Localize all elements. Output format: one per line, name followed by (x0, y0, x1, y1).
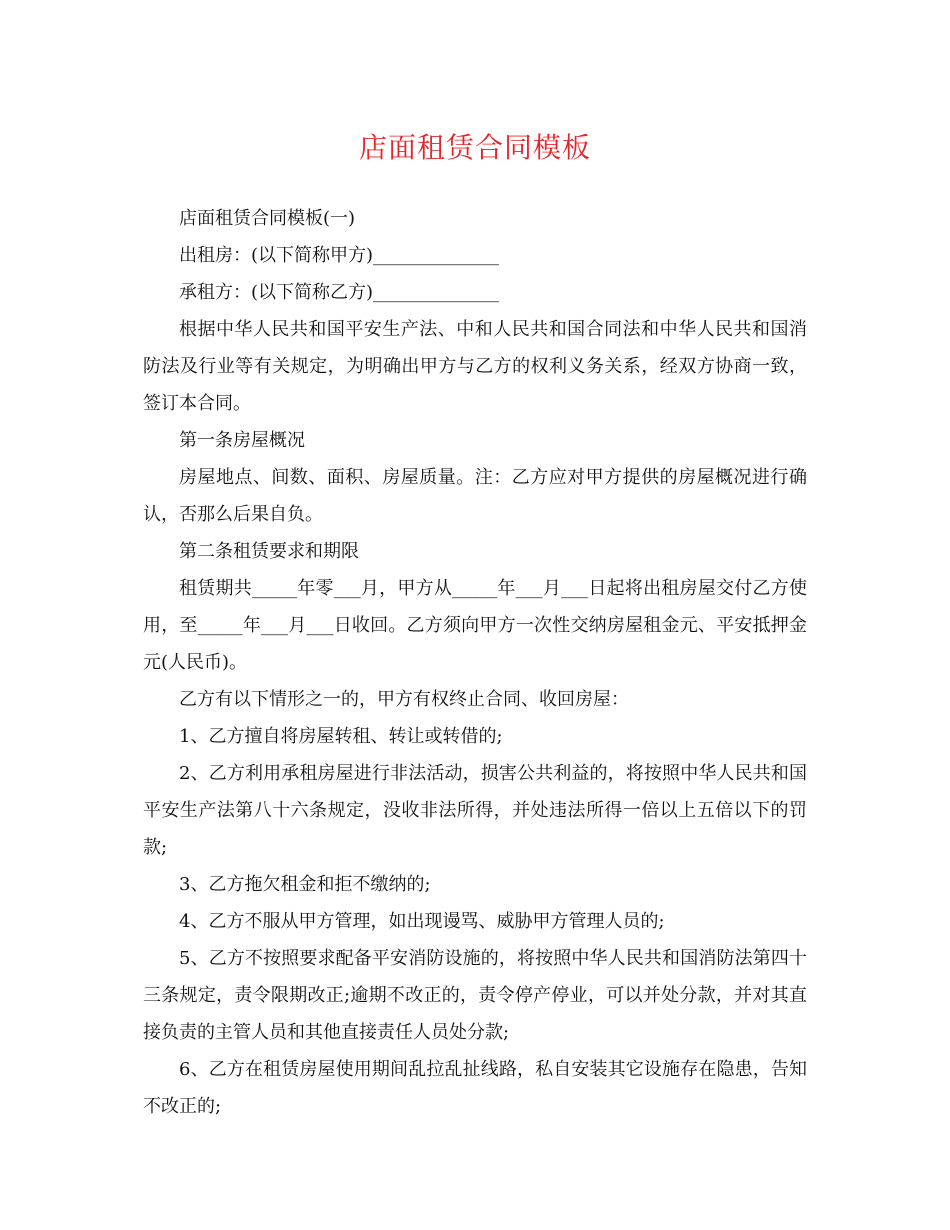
article-2-heading: 第二条租赁要求和期限 (179, 541, 359, 562)
termination-intro: 乙方有以下情形之一的，甲方有权终止合同、收回房屋： (179, 689, 629, 710)
document-body (143, 200, 807, 1125)
termination-item-1: 1、乙方擅自将房屋转租、转让或转借的; (179, 726, 503, 747)
article-1-heading: 第一条房屋概况 (179, 430, 305, 451)
paragraph-subtitle: 店面租赁合同模板(一) (179, 208, 356, 229)
termination-item-3: 3、乙方拖欠租金和拒不缴纳的; (179, 874, 431, 895)
paragraph-preamble: 根据中华人民共和国平安生产法、中和人民共和国合同法和中华人民共和国消防法及行业等有关规定，为明确出甲方与乙方的权利义务关系，经双方协商一致，签订本合同。 (143, 319, 807, 414)
article-2-text: 租赁期共_____年零___月，甲方从_____年___月___日起将出租房屋交付乙方使用，至_____年___月___日收回。乙方须向甲方一次性交纳房屋租金元、平安抵押金元(人民币)。 (143, 578, 807, 673)
article-1-text: 房屋地点、间数、面积、房屋质量。注：乙方应对甲方提供的房屋概况进行确认，否那么后果自负。 (143, 467, 807, 525)
termination-item-4: 4、乙方不服从甲方管理，如出现谩骂、威胁甲方管理人员的; (179, 911, 665, 932)
paragraph-lessor: 出租房：(以下简称甲方)______________ (179, 245, 500, 266)
termination-item-2: 2、乙方利用承租房屋进行非法活动，损害公共利益的，将按照中华人民共和国平安生产法第八十六条规定，没收非法所得，并处违法所得一倍以上五倍以下的罚款; (143, 763, 807, 858)
termination-item-5: 5、乙方不按照要求配备平安消防设施的，将按照中华人民共和国消防法第四十三条规定，责令限期改正;逾期不改正的，责令停产停业，可以并处分款，并对其直接负责的主管人员和其他直接责任人员处分款; (143, 948, 807, 1043)
paragraph-lessee: 承租方：(以下简称乙方)______________ (179, 282, 500, 303)
termination-item-6: 6、乙方在租赁房屋使用期间乱拉乱扯线路，私自安装其它设施存在隐患，告知不改正的; (143, 1059, 807, 1117)
document-title: 店面租赁合同模板 (358, 131, 591, 164)
